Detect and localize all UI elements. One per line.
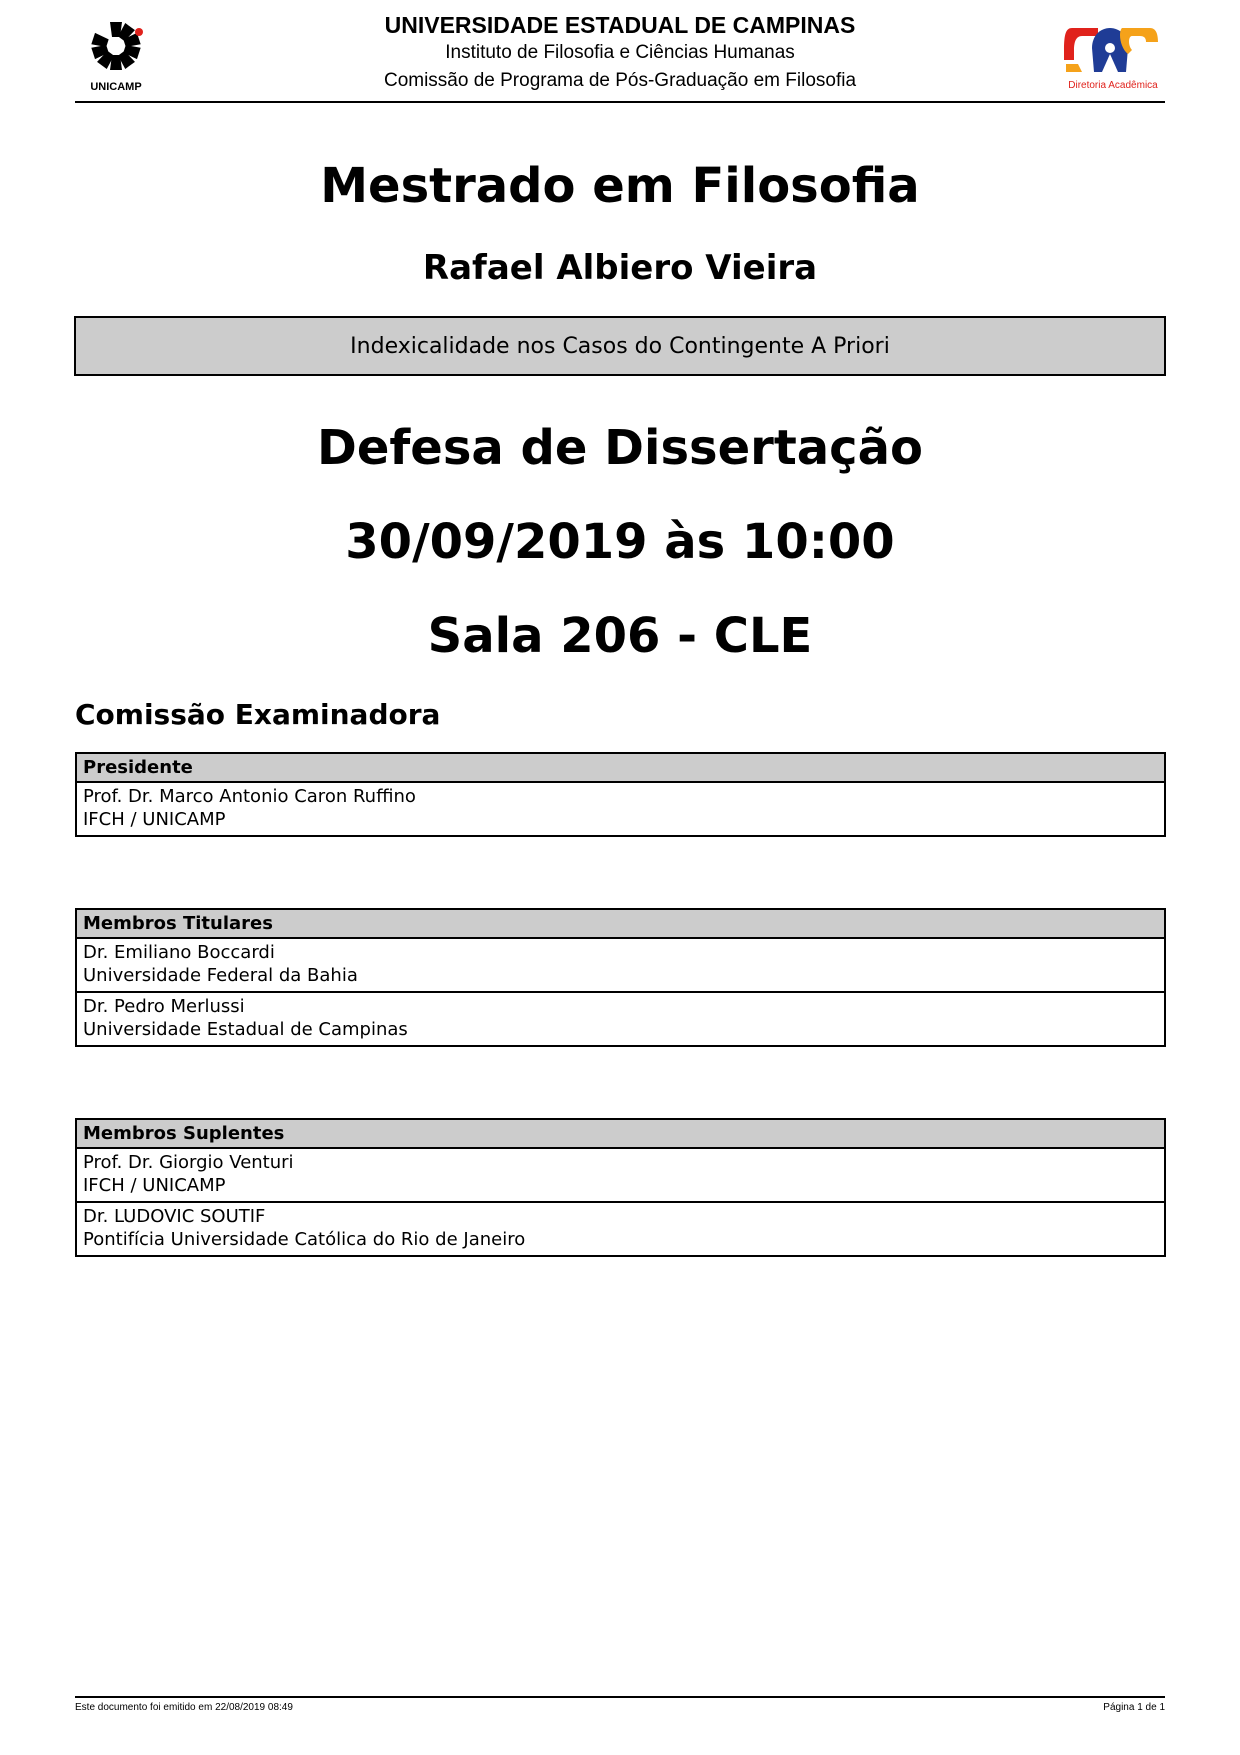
member-name: Dr. Pedro Merlussi — [83, 996, 245, 1017]
university-name: UNIVERSIDADE ESTADUAL DE CAMPINAS — [384, 12, 856, 38]
thesis-title-box — [74, 316, 1166, 376]
table-row — [76, 992, 1165, 1046]
header-divider — [75, 101, 1165, 103]
table-row — [76, 938, 1165, 992]
titulares-table — [75, 908, 1166, 1047]
program-title: Mestrado em Filosofia — [320, 158, 920, 214]
committee-title: Comissão Examinadora — [75, 698, 441, 731]
diretoria-academica-text: Diretoria Acadêmica — [1068, 80, 1158, 91]
titulares-header: Membros Titulares — [76, 909, 1165, 938]
suplentes-header: Membros Suplentes — [76, 1119, 1165, 1148]
thesis-title: Indexicalidade nos Casos do Contingente A Priori — [350, 333, 890, 359]
member-affiliation: Pontifícia Universidade Católica do Rio de Janeiro — [83, 1229, 526, 1250]
page-number: Página 1 de 1 — [1103, 1702, 1165, 1713]
commission-name: Comissão de Programa de Pós-Graduação em Filosofia — [383, 70, 857, 91]
diretoria-academica-logo — [1058, 20, 1168, 94]
event-location: Sala 206 - CLE — [427, 608, 813, 664]
president-header: Presidente — [76, 753, 1165, 782]
student-name: Rafael Albiero Vieira — [422, 248, 818, 288]
member-affiliation: Universidade Estadual de Campinas — [83, 1019, 408, 1040]
event-type: Defesa de Dissertação — [317, 420, 923, 476]
member-name: Prof. Dr. Marco Antonio Caron Ruffino — [83, 786, 416, 807]
footer-divider — [75, 1696, 1165, 1698]
member-name: Prof. Dr. Giorgio Venturi — [83, 1152, 294, 1173]
member-affiliation: IFCH / UNICAMP — [83, 809, 226, 830]
member-name: Dr. LUDOVIC SOUTIF — [83, 1206, 266, 1227]
event-datetime: 30/09/2019 às 10:00 — [345, 514, 895, 570]
member-affiliation: Universidade Federal da Bahia — [83, 965, 358, 986]
member-affiliation: IFCH / UNICAMP — [83, 1175, 226, 1196]
president-table — [75, 752, 1166, 837]
issued-note: Este documento foi emitido em 22/08/2019 08:49 — [75, 1702, 293, 1713]
table-row — [76, 1202, 1165, 1256]
unicamp-logo — [78, 14, 156, 94]
institute-name: Instituto de Filosofia e Ciências Humanas — [445, 42, 795, 63]
unicamp-logo-text: UNICAMP — [90, 81, 142, 93]
suplentes-table — [75, 1118, 1166, 1257]
member-name: Dr. Emiliano Boccardi — [83, 942, 275, 963]
table-row — [76, 782, 1165, 836]
table-row — [76, 1148, 1165, 1202]
